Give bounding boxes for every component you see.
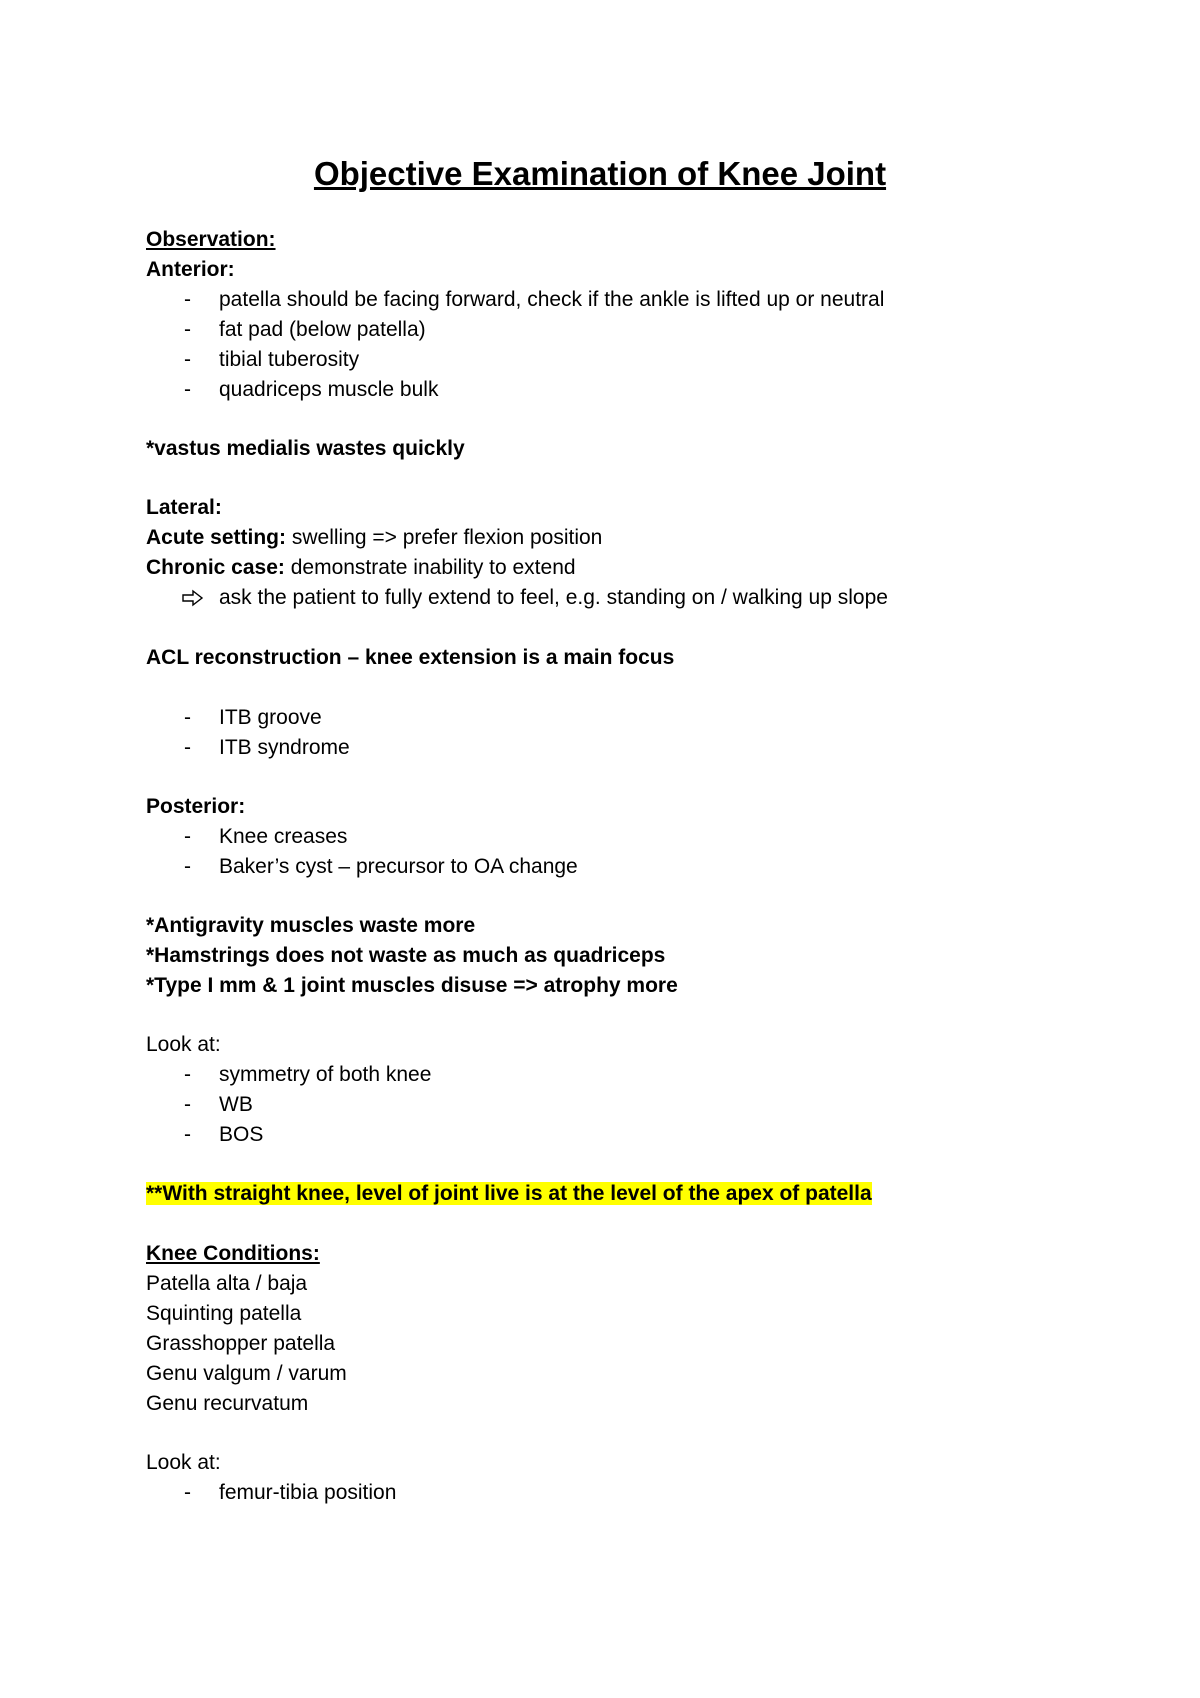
- list-item-text: Baker’s cyst – precursor to OA change: [219, 855, 578, 878]
- list-item-text: patella should be facing forward, check if the ankle is lifted up or neutral: [219, 288, 885, 311]
- bullet-dash: -: [184, 855, 191, 878]
- knee-conditions-heading: Knee Conditions:: [146, 1242, 320, 1265]
- bullet-dash: -: [184, 736, 191, 759]
- acl-note: ACL reconstruction – knee extension is a main focus: [146, 646, 675, 669]
- bullet-dash: -: [184, 1123, 191, 1146]
- highlight-note: **With straight knee, level of joint live is at the level of the apex of patella: [146, 1182, 872, 1205]
- acute-setting-text: swelling => prefer flexion position: [286, 526, 603, 549]
- acute-setting-label: Acute setting:: [146, 526, 287, 549]
- anterior-note: *vastus medialis wastes quickly: [146, 437, 465, 460]
- posterior-heading: Posterior:: [146, 795, 246, 818]
- list-item-text: ITB syndrome: [219, 736, 350, 759]
- note-type-i: *Type I mm & 1 joint muscles disuse => atrophy more: [146, 974, 678, 997]
- list-item: Genu valgum / varum: [146, 1362, 347, 1385]
- note-antigravity: *Antigravity muscles waste more: [146, 914, 476, 937]
- note-hamstrings: *Hamstrings does not waste as much as quadriceps: [146, 944, 666, 967]
- chronic-case-line: [146, 554, 576, 582]
- list-item-text: fat pad (below patella): [219, 318, 426, 341]
- list-item-text: femur-tibia position: [219, 1481, 397, 1504]
- bullet-dash: -: [184, 378, 191, 401]
- list-item-text: quadriceps muscle bulk: [219, 378, 439, 401]
- arrow-right-icon: [182, 589, 204, 607]
- highlight-note-line: [146, 1180, 872, 1208]
- list-item-text: ITB groove: [219, 706, 322, 729]
- bullet-dash: -: [184, 1063, 191, 1086]
- chronic-case-text: demonstrate inability to extend: [284, 556, 576, 579]
- look-at-heading-2: Look at:: [146, 1451, 221, 1474]
- observation-heading: Observation:: [146, 228, 276, 251]
- list-item: Genu recurvatum: [146, 1392, 309, 1415]
- list-item: Grasshopper patella: [146, 1332, 336, 1355]
- list-item: Squinting patella: [146, 1302, 302, 1325]
- document-title: Objective Examination of Knee Joint: [313, 155, 887, 192]
- list-item-text: ask the patient to fully extend to feel, e.g. standing on / walking up slope: [219, 586, 888, 609]
- bullet-dash: -: [184, 288, 191, 311]
- lateral-heading: Lateral:: [146, 496, 222, 519]
- bullet-dash: -: [184, 348, 191, 371]
- chronic-case-label: Chronic case:: [146, 556, 285, 579]
- bullet-dash: -: [184, 318, 191, 341]
- look-at-heading: Look at:: [146, 1033, 221, 1056]
- bullet-dash: -: [184, 1481, 191, 1504]
- list-item: Patella alta / baja: [146, 1272, 308, 1295]
- list-item-text: BOS: [219, 1123, 264, 1146]
- bullet-dash: -: [184, 706, 191, 729]
- list-item-text: tibial tuberosity: [219, 348, 360, 371]
- acute-setting-line: [146, 524, 602, 552]
- list-item-text: WB: [219, 1093, 253, 1116]
- anterior-heading: Anterior:: [146, 258, 235, 281]
- list-item-text: symmetry of both knee: [219, 1063, 432, 1086]
- bullet-dash: -: [184, 825, 191, 848]
- bullet-dash: -: [184, 1093, 191, 1116]
- list-item-text: Knee creases: [219, 825, 348, 848]
